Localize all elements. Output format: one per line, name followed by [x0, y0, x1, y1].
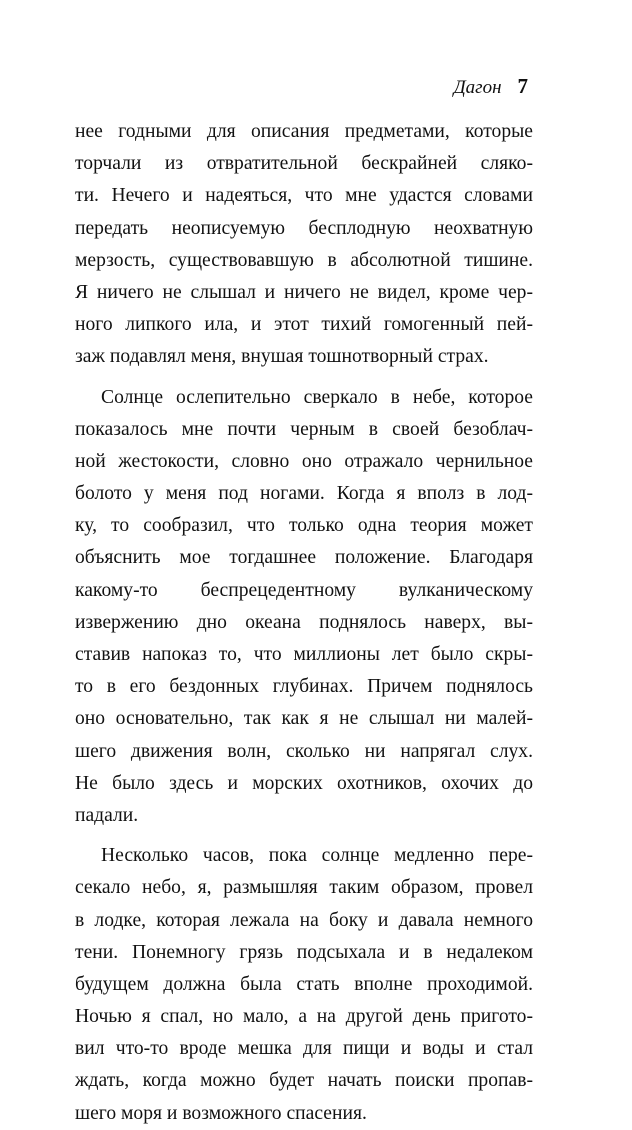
text-line: Ночью я спал, но мало, а на другой день пригото- — [75, 1006, 533, 1028]
text-line: ставив напоказ то, что миллионы лет было скры- — [75, 644, 533, 665]
running-head — [454, 74, 528, 100]
text-line: то в его бездонных глубинах. Причем поднялось — [75, 676, 533, 698]
text-line: показалось мне почти черным в своей безоблач- — [75, 418, 533, 440]
text-line: ной жестокости, словно оно отражало чернильное — [75, 450, 533, 472]
text-line: шего движения волн, сколько ни напрягал слух. — [75, 740, 533, 762]
text-line: оно основательно, так как я не слышал ни малей- — [75, 708, 533, 730]
text-line: какому-то беспрецедентному вулканическому — [75, 579, 533, 601]
text-line: вил что-то вроде мешка для пищи и воды и стал — [75, 1038, 533, 1060]
paragraph-gap — [75, 374, 533, 382]
text-line: Я ничего не слышал и ничего не видел, кроме чер- — [75, 281, 533, 303]
text-line: ти. Нечего и надеяться, что мне удастся словами — [75, 185, 533, 207]
text-line: Несколько часов, пока солнце медленно пере- — [101, 845, 533, 867]
text-line: торчали из отвратительной бескрайней сляко- — [75, 153, 533, 175]
page-number: 7 — [517, 74, 528, 98]
paragraph-gap — [75, 832, 533, 840]
body-text — [75, 116, 533, 1130]
text-line: тени. Понемногу грязь подсыхала и в недалеком — [75, 941, 533, 963]
text-line: заж подавлял меня, внушая тошнотворный страх. — [75, 346, 489, 368]
paragraph — [75, 382, 533, 833]
text-line: падали. — [75, 804, 139, 826]
paragraph — [75, 840, 533, 1130]
paragraph — [75, 116, 533, 374]
text-line: болото у меня под ногами. Когда я вполз в лод- — [75, 483, 533, 505]
text-line: объяснить мое тогдашнее положение. Благодаря — [75, 547, 533, 569]
text-line: нее годными для описания предметами, которые — [75, 121, 533, 142]
running-title: Дагон — [453, 77, 502, 98]
text-line: секало небо, я, размышляя таким образом, провел — [75, 877, 533, 899]
text-line: будущем должна была стать вполне проходимой. — [75, 973, 533, 995]
text-line: шего моря и возможного спасения. — [75, 1102, 367, 1124]
text-line: в лодке, которая лежала на боку и давала немного — [75, 909, 533, 931]
text-line: Солнце ослепительно сверкало в небе, которое — [101, 386, 533, 408]
text-line: извержению дно океана поднялось наверх, вы- — [75, 611, 533, 633]
text-line: ного липкого ила, и этот тихий гомогенный пей- — [75, 314, 533, 336]
text-line: ку, то сообразил, что только одна теория может — [75, 515, 533, 537]
text-line: ждать, когда можно будет начать поиски пропав- — [75, 1070, 533, 1092]
text-line: Не было здесь и морских охотников, охочих до — [75, 772, 533, 794]
text-line: передать неописуемую бесплодную неохватную — [75, 217, 533, 239]
text-line: мерзость, существовавшую в абсолютной тишине. — [75, 249, 533, 271]
